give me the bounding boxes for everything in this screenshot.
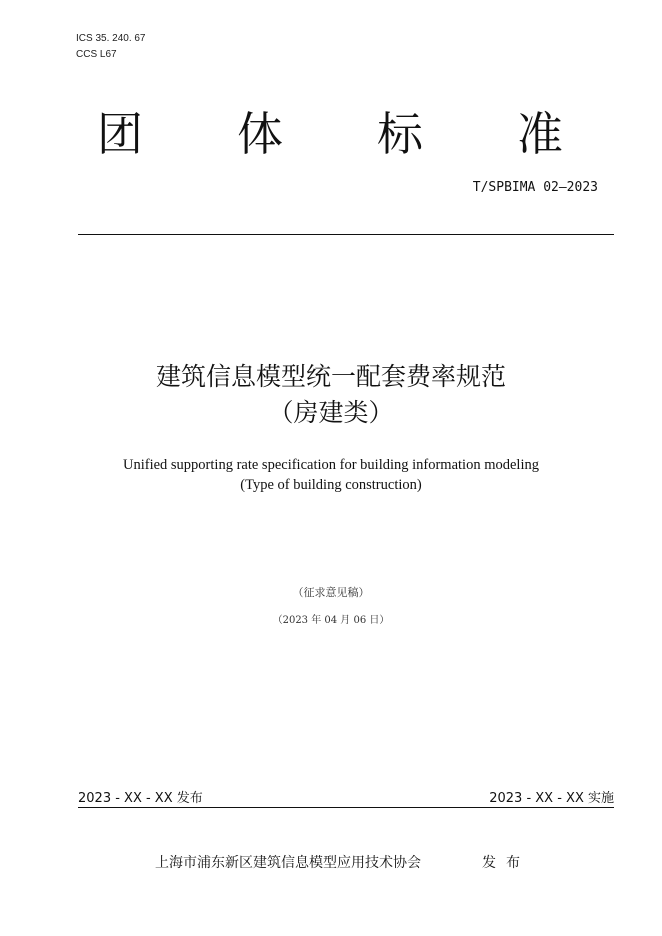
publish-label: 发布 [482, 855, 530, 871]
classification-codes [76, 31, 146, 63]
main-title-char: 标 [377, 107, 423, 161]
main-title-char: 准 [517, 107, 563, 161]
chinese-title-line2: （房建类） [268, 398, 394, 427]
english-title-line2: (Type of building construction) [240, 477, 422, 493]
main-title [90, 104, 570, 164]
bottom-divider [78, 807, 614, 808]
publishing-organization: 上海市浦东新区建筑信息模型应用技术协会 [155, 855, 421, 871]
publish-date: 2023 - XX - XX 发布 [78, 791, 203, 806]
ics-code: ICS 35. 240. 67 [76, 33, 146, 44]
standard-number: T/SPBIMA 02—2023 [472, 180, 598, 195]
top-divider [78, 234, 614, 235]
main-title-char: 体 [237, 107, 283, 161]
english-title-line1: Unified supporting rate specification for building information modeling [123, 457, 539, 473]
main-title-char: 团 [97, 107, 143, 161]
implement-date: 2023 - XX - XX 实施 [489, 791, 614, 806]
ccs-code: CCS L67 [76, 49, 117, 60]
draft-label: （征求意见稿） [292, 586, 370, 599]
chinese-title-line1: 建筑信息模型统一配套费率规范 [155, 362, 506, 391]
draft-date: （2023 年 04 月 06 日） [272, 615, 390, 626]
